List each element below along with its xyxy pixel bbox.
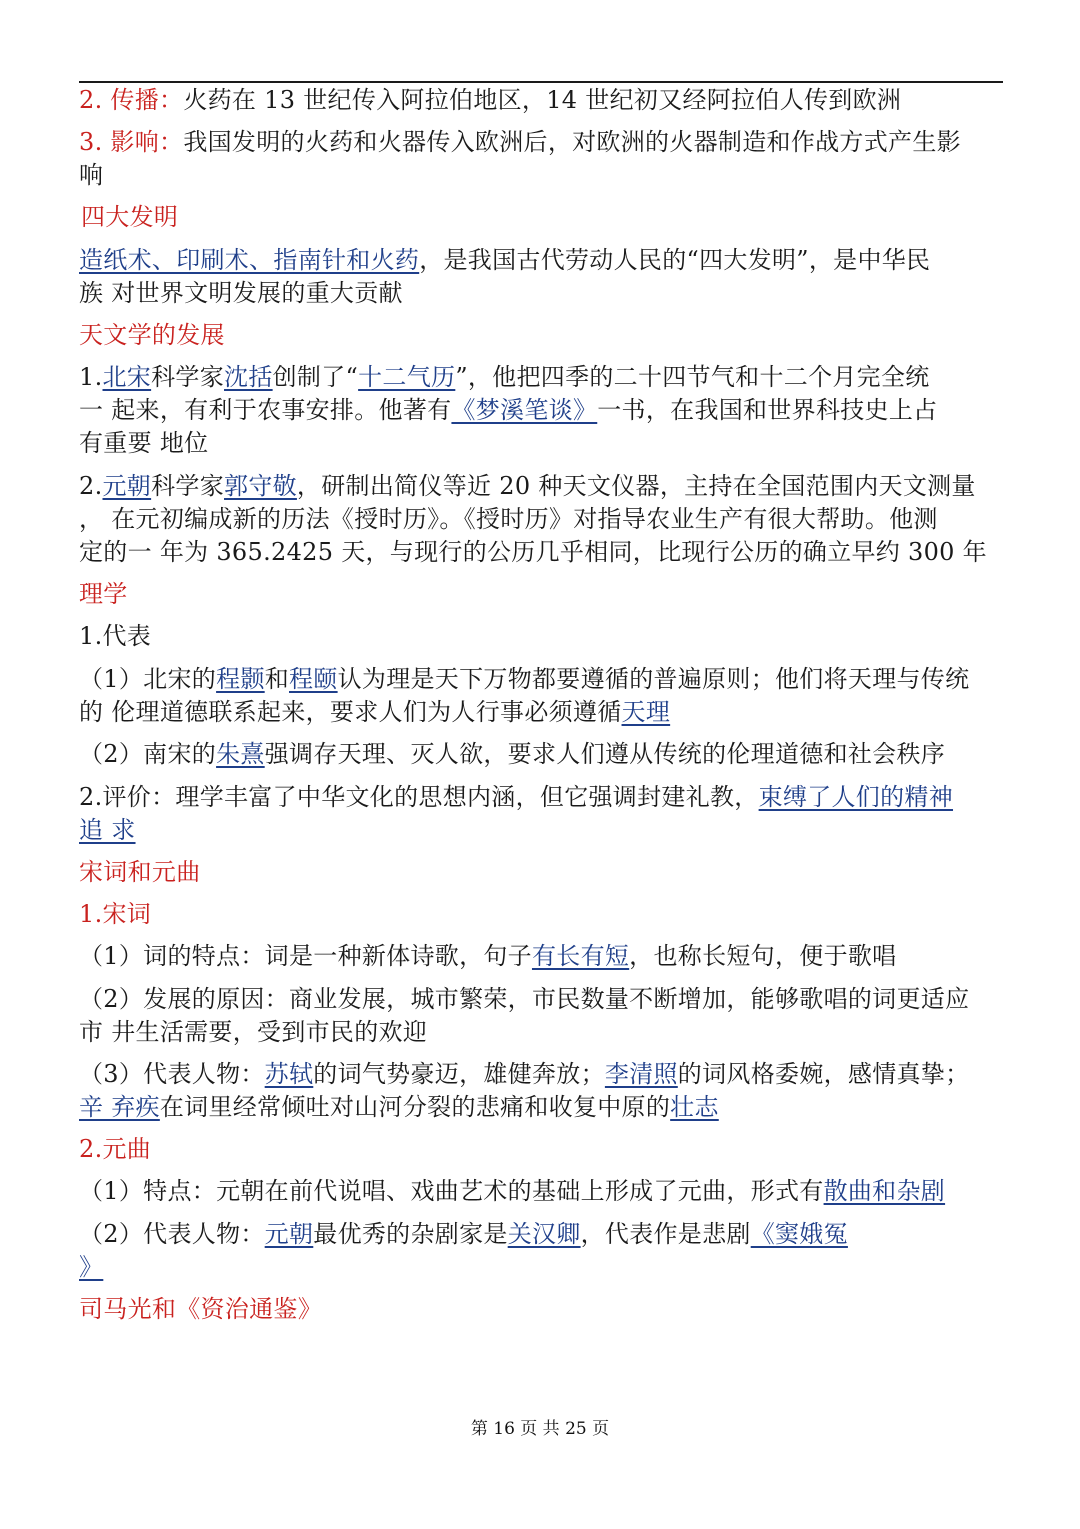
- qu-text: ，代表作是悲剧: [580, 1220, 751, 1248]
- four-inventions-link[interactable]: 造纸术、印刷术、指南针和火药: [79, 246, 420, 274]
- four-inventions-paragraph: [79, 244, 930, 276]
- ci-item-3-line2: [79, 1091, 719, 1123]
- astronomy-text: 一书，在我国和世界科技史上占: [597, 396, 938, 424]
- link-zhuangzhi[interactable]: 壮志: [670, 1093, 719, 1121]
- qu-item-2: [79, 1218, 848, 1250]
- qu-text: 最优秀的杂剧家是: [313, 1220, 508, 1248]
- header-rule: [79, 81, 1003, 83]
- astronomy-text: ”，他把四季的二十四节气和十二个月完全统: [455, 363, 930, 391]
- astronomy-item-2-line2: ， 在元初编成新的历法《授时历》。《授时历》对指导农业生产有很大帮助。他测: [79, 505, 938, 533]
- ci-text: 在词里经常倾吐对山河分裂的悲痛和收复中原的: [159, 1093, 671, 1121]
- qu-item-1: [79, 1175, 945, 1207]
- ci-item-3: [79, 1058, 969, 1090]
- influence-label: 3. 影响：: [79, 128, 184, 156]
- lixue-text: （1）北宋的: [79, 665, 217, 693]
- link-xinqiji[interactable]: 辛 弃疾: [79, 1093, 160, 1121]
- ci-text: （3）代表人物：: [79, 1060, 265, 1088]
- astronomy-item-1-line3: 有重要 地位: [79, 429, 209, 457]
- item-number: 2.: [79, 472, 103, 500]
- ci-text: 的词气势豪迈，雄健奔放；: [313, 1060, 605, 1088]
- link-zhuxi[interactable]: 朱熹: [216, 740, 265, 768]
- link-yuanchao[interactable]: 元朝: [102, 472, 152, 500]
- astronomy-text: 创制了“: [272, 363, 359, 391]
- page-number-footer: 第 16 页 共 25 页: [470, 1419, 610, 1439]
- heading-astronomy: 天文学的发展: [79, 321, 225, 349]
- lixue-item-2: [79, 738, 945, 770]
- astronomy-text: 科学家: [151, 363, 225, 391]
- qu-text: （1）特点：元朝在前代说唱、戏曲艺术的基础上形成了元曲，形式有: [79, 1177, 824, 1205]
- astronomy-text: 一 起来，有利于农事安排。他著有: [79, 396, 452, 424]
- lixue-evaluation: [79, 781, 953, 813]
- qu-item-2-line2: [79, 1251, 111, 1283]
- ci-item-2: （2）发展的原因：商业发展，城市繁荣，市民数量不断增加，能够歌唱的词更适应: [79, 985, 970, 1013]
- ci-item-1: [79, 940, 896, 972]
- lixue-text: （2）南宋的: [79, 740, 217, 768]
- heading-four-inventions: 四大发明: [81, 203, 179, 231]
- link-beisong[interactable]: 北宋: [102, 363, 152, 391]
- link-guoshoujing[interactable]: 郭守敬: [224, 472, 297, 500]
- link-yuanchao-2[interactable]: 元朝: [264, 1220, 314, 1248]
- link-shenkuo[interactable]: 沈括: [224, 363, 273, 391]
- lixue-item-1: [79, 663, 969, 695]
- ci-item-2-line2: 市 井生活需要，受到市民的欢迎: [79, 1018, 428, 1046]
- astronomy-item-2: [79, 470, 976, 502]
- influence-text: 我国发明的火药和火器传入欧洲后，对欧洲的火器制造和作战方式产生影: [183, 128, 961, 156]
- link-twelve-qi-calendar[interactable]: 十二气历: [358, 363, 456, 391]
- heading-ci-and-qu: 宋词和元曲: [79, 858, 201, 886]
- heading-sima-guang: 司马光和《资治通鉴》: [79, 1295, 322, 1323]
- four-inventions-text: ，是我国古代劳动人民的“四大发明”，是中华民: [419, 246, 931, 274]
- ci-text: 的词风格委婉，感情真挚；: [677, 1060, 970, 1088]
- astronomy-item-1-line2: [79, 394, 937, 426]
- subheading-representatives: 1.代表: [79, 622, 152, 650]
- link-dou-e-yuan-end[interactable]: 》: [79, 1253, 104, 1281]
- lixue-text: 认为理是天下万物都要遵循的普遍原则；他们将天理与传统: [337, 665, 970, 693]
- lixue-item-1-line2: [79, 696, 670, 728]
- qu-text: （2）代表人物：: [79, 1220, 265, 1248]
- heading-neo-confucianism: 理学: [79, 580, 128, 608]
- link-chenghao[interactable]: 程颢: [216, 665, 265, 693]
- link-liqingzhao[interactable]: 李清照: [604, 1060, 678, 1088]
- link-long-short[interactable]: 有长有短: [531, 942, 630, 970]
- astronomy-text: ，研制出简仪等近 20 种天文仪器，主持在全国范围内天文测量: [296, 472, 976, 500]
- spread-paragraph: [79, 84, 901, 116]
- lixue-evaluation-line2: [79, 814, 136, 846]
- four-inventions-text-cont: 族 对世界文明发展的重大贡献: [79, 279, 403, 307]
- spread-text: 火药在 13 世纪传入阿拉伯地区，14 世纪初又经阿拉伯人传到欧洲: [183, 86, 902, 114]
- subheading-song-ci: 1.宋词: [79, 900, 152, 928]
- lixue-text: 和: [264, 665, 289, 693]
- link-sanqu-zaju[interactable]: 散曲和杂剧: [823, 1177, 946, 1205]
- ci-text: ，也称长短句，便于歌唱: [629, 942, 897, 970]
- link-guanhanqing[interactable]: 关汉卿: [507, 1220, 581, 1248]
- link-mengxi-bitan[interactable]: 《梦溪笔谈》: [451, 396, 598, 424]
- link-bind-spirit[interactable]: 束缚了人们的精神: [758, 783, 954, 811]
- ci-text: （1）词的特点：词是一种新体诗歌，句子: [79, 942, 532, 970]
- astronomy-item-1: [79, 361, 930, 393]
- lixue-text: 强调存天理、灭人欲，要求人们遵从传统的伦理道德和社会秩序: [264, 740, 946, 768]
- influence-text-cont: 响: [79, 161, 104, 189]
- link-pursuit[interactable]: 追 求: [79, 816, 136, 844]
- link-dou-e-yuan[interactable]: 《窦娥冤: [750, 1220, 848, 1248]
- influence-paragraph: [79, 126, 961, 158]
- subheading-yuan-qu: 2.元曲: [79, 1135, 152, 1163]
- evaluation-text: 2.评价：理学丰富了中华文化的思想内涵，但它强调封建礼教，: [79, 783, 759, 811]
- link-chengyi[interactable]: 程颐: [289, 665, 338, 693]
- item-number: 1.: [79, 363, 103, 391]
- link-tianli[interactable]: 天理: [621, 698, 671, 726]
- link-sushi[interactable]: 苏轼: [264, 1060, 314, 1088]
- astronomy-item-2-line3: 定的一 年为 365.2425 天，与现行的公历几乎相同，比现行公历的确立早约 300 年: [79, 538, 987, 566]
- spread-label: 2. 传播：: [79, 86, 184, 114]
- lixue-text: 的 伦理道德联系起来，要求人们为人行事必须遵循: [79, 698, 622, 726]
- astronomy-text: 科学家: [151, 472, 225, 500]
